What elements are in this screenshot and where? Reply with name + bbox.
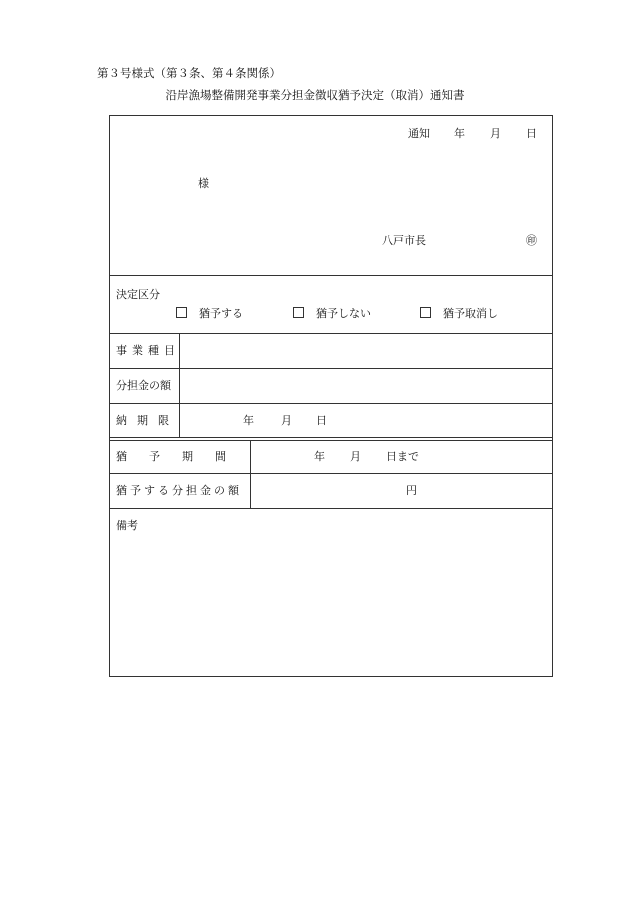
double-divider-top [110, 437, 552, 438]
checkbox-no-defer[interactable] [293, 307, 304, 318]
addressee-suffix: 様 [198, 177, 209, 190]
due-year-label: 年 [243, 414, 254, 427]
issuer-name: 八戸市長 [382, 234, 426, 247]
option-no-defer-label: 猶予しない [316, 307, 371, 320]
checkbox-cancel-defer[interactable] [420, 307, 431, 318]
option-cancel-defer-label: 猶予取消し [443, 307, 498, 320]
share-amount-label: 分担金の額 [116, 379, 171, 392]
seal-mark: ㊞ [526, 234, 537, 247]
notice-day-label: 日 [526, 127, 537, 140]
column-divider [179, 333, 180, 437]
remarks-label: 備考 [116, 519, 138, 532]
period-until-label: 日まで [386, 450, 419, 463]
option-cancel-defer[interactable] [420, 307, 498, 319]
divider [110, 473, 552, 474]
notice-label: 通知 [408, 127, 430, 140]
option-no-defer[interactable] [293, 307, 371, 319]
deferral-amount-label: 猶予する分担金の額 [116, 484, 242, 497]
period-month-label: 月 [350, 450, 361, 463]
due-day-label: 日 [316, 414, 327, 427]
notice-year-label: 年 [454, 127, 465, 140]
option-defer[interactable] [176, 307, 243, 319]
divider [110, 368, 552, 369]
checkbox-defer[interactable] [176, 307, 187, 318]
due-month-label: 月 [281, 414, 292, 427]
yen-label: 円 [406, 484, 417, 497]
double-divider-bottom [110, 440, 552, 441]
notice-month-label: 月 [490, 127, 501, 140]
divider [110, 275, 552, 276]
divider [110, 403, 552, 404]
decision-label: 決定区分 [116, 288, 160, 301]
divider [110, 333, 552, 334]
form-frame [109, 115, 553, 677]
deferral-period-label: 猶予期間 [116, 450, 248, 463]
column-divider [250, 440, 251, 508]
business-type-label: 事業種目 [116, 344, 180, 357]
due-date-label: 納期限 [116, 414, 179, 427]
option-defer-label: 猶予する [199, 307, 243, 320]
period-year-label: 年 [314, 450, 325, 463]
form-number: 第３号様式（第３条、第４条関係） [97, 66, 281, 80]
divider [110, 508, 552, 509]
document-title: 沿岸漁場整備開発事業分担金徴収猶予決定（取消）通知書 [165, 88, 465, 102]
